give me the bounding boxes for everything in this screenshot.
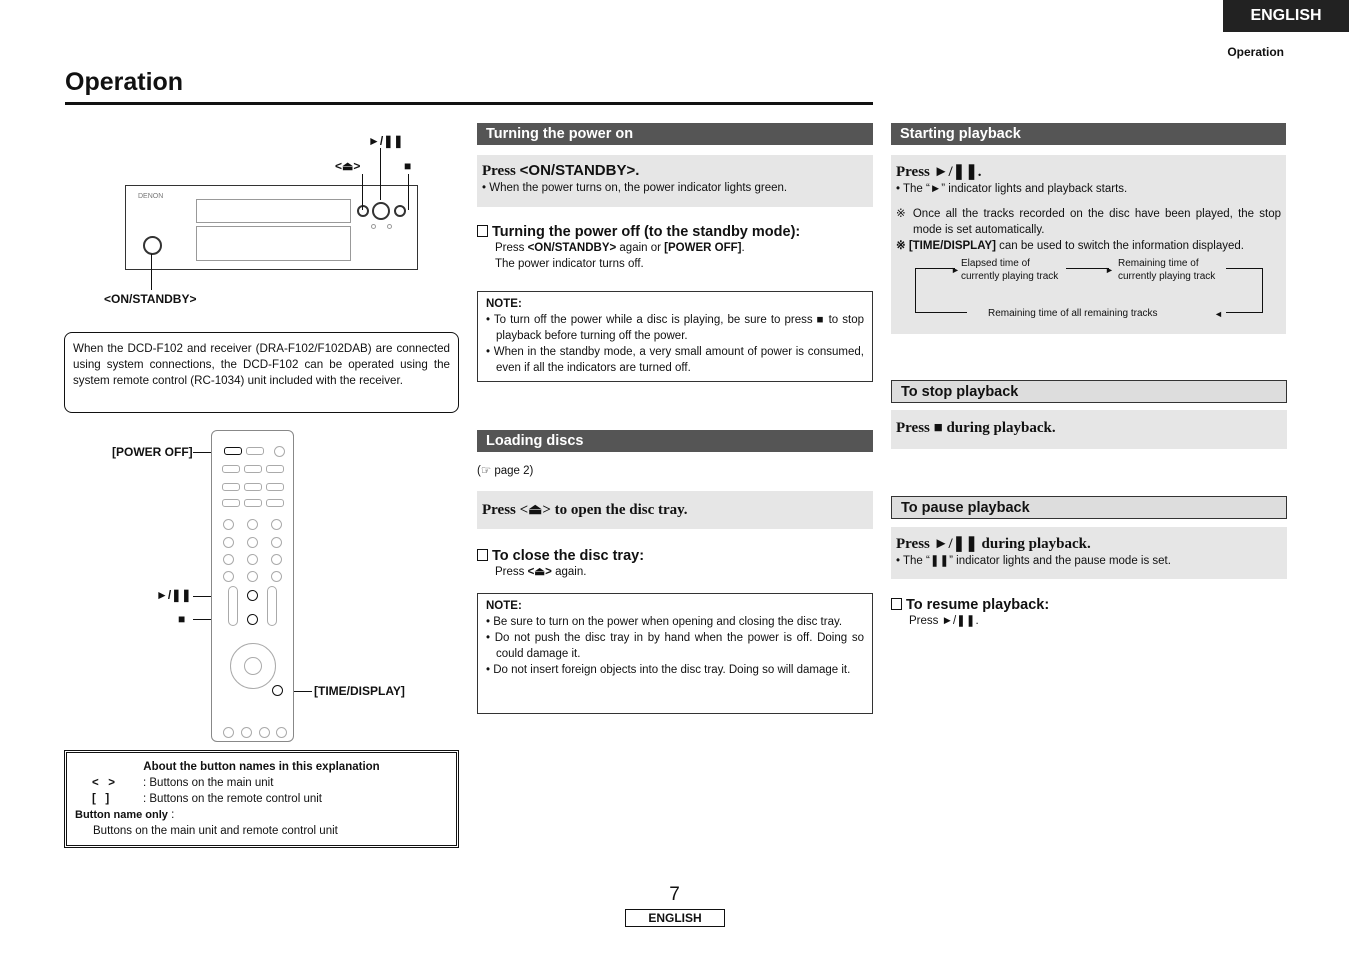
remote-number-key [271,519,282,530]
remote-number-key [271,537,282,548]
remote-number-key [223,537,234,548]
legend-text: Buttons on the main unit and remote control unit [93,825,338,837]
remote-button [223,727,234,738]
text: again or [616,242,665,254]
reference-note [896,238,1281,254]
flow-arrow [1066,268,1109,269]
remote-button [259,727,270,738]
close-tray-line [477,564,873,580]
remote-button [222,499,240,507]
unit-stop-label: ■ [404,159,412,173]
arrow-head-icon: ► [951,265,960,275]
checkbox-icon [891,598,902,610]
footer-language: ENGLISH [625,909,725,927]
note-box [477,291,873,382]
press-title: Press ►/❚❚ during playback. [896,536,1091,552]
remote-button [276,727,287,738]
section-bar: To stop playback [891,380,1287,403]
flow-remaining: Remaining time of currently playing track [1118,258,1216,282]
standby-heading-text: Turning the power off (to the standby mode): [492,224,801,240]
key: <ON/STANDBY> [527,242,617,254]
remote-number-key [271,554,282,565]
disc-tray [196,199,351,223]
press-instruction [477,491,873,529]
remote-button [266,465,284,473]
remote-button [244,499,262,507]
note-item: • Do not insert foreign objects into the disc tray. Doing so will damage it. [486,664,851,676]
press-instruction [891,527,1287,579]
press-instruction [891,410,1287,449]
page-title: Operation [65,68,184,96]
key: ※ [TIME/DISPLAY] [896,240,996,252]
press-title [482,162,868,180]
starting-playback-section [891,123,1286,334]
remote-button [222,465,240,473]
note-box [477,593,873,714]
remote-time-display-label: [TIME/DISPLAY] [314,684,405,698]
resume-heading-text: To resume playback: [906,597,1050,613]
close-tray-heading-text: To close the disc tray: [492,548,645,564]
text: . [741,242,745,254]
press-note: • The “❚❚” indicator lights and the pause mode is set. [896,555,1171,567]
text: Press [495,242,528,254]
page-reference: (☞ page 2) [477,465,534,477]
press-title: Press ►/❚❚. [896,164,982,180]
unit-on-standby-label: <ON/STANDBY> [104,292,197,306]
legend-symbol: [ ] [92,793,110,805]
note-item: • To turn off the power while a disc is playing, be sure to press ■ to stop playback before turning off the power. [486,314,864,342]
resume-line: Press ►/❚❚. [909,615,979,627]
reference-note: ※ Once all the tracks recorded on the disc have been played, the stop mode is set automatically. [896,208,1281,236]
remote-button [266,483,284,491]
remote-button [244,465,262,473]
press-instruction [891,155,1286,334]
arrow-head-icon: ◄ [1214,309,1223,319]
remote-volume-rocker [228,586,238,626]
press-prefix: Press [482,163,520,179]
play-pause-button [372,202,390,220]
remote-power-off-button [224,447,242,455]
pause-playback-section [891,496,1287,629]
note-title: NOTE: [486,600,522,612]
stop-playback-section [891,380,1287,449]
close-tray-heading [477,548,873,564]
remote-stop-label: ■ [178,612,186,626]
button-names-legend [64,750,459,848]
remote-time-display-button [272,685,283,696]
leader-line [380,148,381,200]
section-label: Operation [1227,45,1284,59]
remote-number-key [247,519,258,530]
system-connection-info: When the DCD-F102 and receiver (DRA-F102/F102DAB) are connected using system connections, the DCD-F102 can be operated using the system remote control (RC-1034) unit included with the receiver. [64,332,459,413]
language-tab: ENGLISH [1223,0,1349,32]
press-title: Press ■ during playback. [896,420,1056,436]
text: can be used to switch the information displayed. [995,240,1244,252]
legend-row [75,775,448,791]
section-bar: Loading discs [477,430,873,452]
power-knob [143,236,162,255]
open-close-button [357,205,369,217]
stop-button [394,205,406,217]
section-bar: To pause playback [891,496,1287,519]
standby-line [477,240,873,256]
leader-line [151,254,152,290]
remote-button [244,483,262,491]
standby-heading [477,224,873,240]
indicator-light [371,224,376,229]
legend-text: : Buttons on the remote control unit [143,793,322,805]
unit-play-pause-label: ►/❚❚ [368,134,404,148]
checkbox-icon [477,225,488,237]
remote-button [266,499,284,507]
leader-line [408,174,409,210]
section-bar: Turning the power on [477,123,873,145]
remote-number-key [223,554,234,565]
remote-number-key [271,571,282,582]
note-item: • Do not push the disc tray in by hand when the power is off. Doing so could damage it. [486,632,864,660]
press-note: • The “►” indicator lights and playback starts. [896,183,1128,195]
standby-line: The power indicator turns off. [495,258,644,270]
note-item: • Be sure to turn on the power when opening and closing the disc tray. [486,616,843,628]
press-instruction [477,155,873,207]
remote-number-key [247,571,258,582]
press-title: Press <⏏> to open the disc tray. [482,502,688,518]
remote-power-off-label: [POWER OFF] [112,445,193,459]
legend-symbol: < > [92,777,116,789]
leader-line [362,174,363,210]
remote-button [222,483,240,491]
key: <⏏> [527,566,552,578]
flow-arrow [915,312,967,313]
flow-elapsed: Elapsed time of currently playing track [961,258,1059,282]
loading-discs-section [477,430,873,714]
remote-enter-button [244,657,262,675]
brand-logo: DENON [138,193,164,200]
legend-colon: : [167,809,175,821]
unit-open-close-label: <⏏> [335,159,361,173]
power-on-section [477,123,873,382]
resume-heading [891,597,1287,613]
text: Press [495,566,528,578]
flow-arrow [915,268,955,313]
remote-button [274,446,285,457]
remote-stop-button [247,614,258,625]
legend-title: About the button names in this explanation [143,761,380,773]
flow-arrow [1226,268,1263,313]
title-divider [65,102,873,105]
legend-label: Button name only [75,809,168,821]
flow-all: Remaining time of all remaining tracks [988,308,1158,319]
page-number: 7 [669,884,680,905]
checkbox-icon [477,549,488,561]
remote-channel-rocker [267,586,277,626]
key: [POWER OFF] [664,242,742,254]
remote-number-key [247,537,258,548]
remote-control [211,430,294,742]
remote-play-pause-label: ►/❚❚ [156,588,192,602]
press-key: <ON/STANDBY>. [519,162,640,179]
legend-text: : Buttons on the main unit [143,777,274,789]
note-title: NOTE: [486,298,522,310]
remote-button [241,727,252,738]
remote-number-key [223,519,234,530]
section-bar: Starting playback [891,123,1286,145]
note-item: • When in the standby mode, a very small amount of power is consumed, even if all the indicators are turned off. [486,346,864,374]
remote-number-key [223,571,234,582]
cd-player-front-panel [125,185,418,270]
legend-row [75,807,448,823]
press-note: • When the power turns on, the power indicator lights green. [482,182,788,194]
legend-row [75,791,448,807]
text: again. [551,566,587,578]
arrow-head-icon: ► [1105,265,1114,275]
display-window [196,226,351,261]
remote-button [246,447,264,455]
remote-play-pause-button [247,590,258,601]
display-cycle-diagram [896,254,1281,326]
remote-number-key [247,554,258,565]
indicator-light [387,224,392,229]
